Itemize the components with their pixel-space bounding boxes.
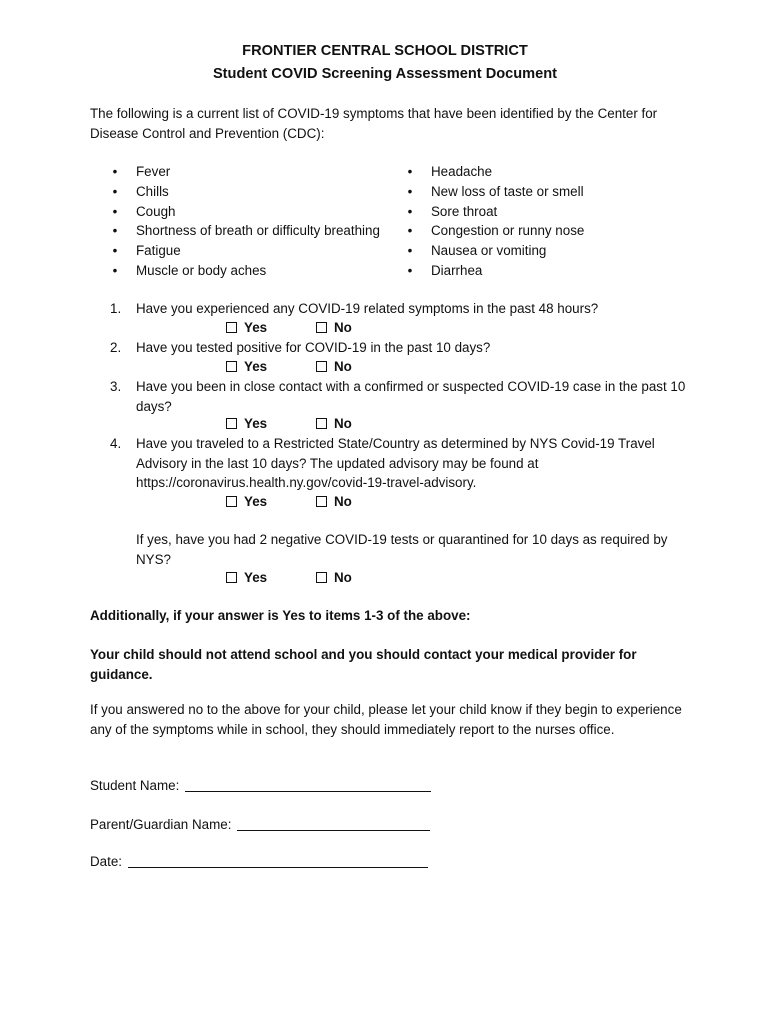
- question-text: Have you tested positive for COVID-19 in the past 10 days?: [136, 340, 491, 355]
- question-3-options: [226, 414, 352, 434]
- bullet-icon: •: [407, 183, 413, 199]
- checkbox-icon[interactable]: [226, 496, 237, 507]
- no-option[interactable]: [316, 568, 352, 588]
- checkbox-icon[interactable]: [226, 322, 237, 333]
- warning-text: Your child should not attend school and you should contact your medical provider for guidance.: [90, 647, 637, 682]
- symptom-label: Sore throat: [431, 203, 498, 219]
- parent-name-field: [90, 815, 430, 835]
- parent-name-input[interactable]: [237, 816, 430, 831]
- no-option[interactable]: [316, 492, 352, 512]
- question-4-options: [226, 492, 352, 512]
- question-2: [110, 338, 700, 358]
- followup-question: If yes, have you had 2 negative COVID-19 tests or quarantined for 10 days as required by NYS?: [136, 532, 668, 567]
- district-name: FRONTIER CENTRAL SCHOOL DISTRICT: [242, 43, 528, 59]
- checkbox-icon[interactable]: [316, 322, 327, 333]
- additional-heading: Additionally, if your answer is Yes to items 1-3 of the above:: [90, 608, 471, 623]
- checkbox-icon[interactable]: [226, 361, 237, 372]
- symptom-item: [405, 202, 685, 222]
- student-name-label: Student Name:: [90, 778, 180, 793]
- question-number: 3.: [110, 379, 122, 394]
- symptom-item: [110, 221, 400, 241]
- question-1: [110, 299, 700, 319]
- no-label: No: [334, 359, 352, 374]
- symptom-item: [110, 261, 400, 281]
- symptoms-list-left: [110, 162, 400, 281]
- yes-option[interactable]: [226, 568, 316, 588]
- yes-option[interactable]: [226, 318, 316, 338]
- checkbox-icon[interactable]: [316, 418, 327, 429]
- question-1-options: [226, 318, 352, 338]
- symptom-label: Diarrhea: [431, 262, 483, 278]
- yes-label: Yes: [244, 320, 268, 335]
- symptom-label: Cough: [136, 203, 176, 219]
- question-number: 4.: [110, 436, 122, 451]
- bullet-icon: •: [112, 164, 118, 179]
- bullet-icon: •: [112, 262, 118, 278]
- question-4: [110, 434, 700, 493]
- symptom-label: Congestion or runny nose: [431, 223, 585, 239]
- followup-options: [226, 568, 352, 588]
- bullet-icon: •: [407, 203, 413, 219]
- yes-option[interactable]: [226, 414, 316, 434]
- no-option[interactable]: [316, 414, 352, 434]
- symptom-item: [405, 221, 685, 241]
- checkbox-icon[interactable]: [226, 418, 237, 429]
- symptom-item: [110, 162, 400, 182]
- parent-name-label: Parent/Guardian Name:: [90, 817, 232, 832]
- yes-label: Yes: [244, 416, 268, 431]
- symptom-item: [110, 241, 400, 261]
- no-label: No: [334, 570, 352, 585]
- yes-label: Yes: [244, 359, 268, 374]
- question-text: Have you experienced any COVID-19 related symptoms in the past 48 hours?: [136, 301, 599, 316]
- symptom-label: Shortness of breath or difficulty breathing: [136, 223, 380, 239]
- bullet-icon: •: [112, 183, 118, 199]
- no-label: No: [334, 494, 352, 509]
- symptom-item: [405, 182, 685, 202]
- bullet-icon: •: [407, 243, 413, 259]
- intro-text: The following is a current list of COVID-19 symptoms that have been identified by the Center for Disease Control and Prevention (CDC):: [90, 106, 658, 141]
- symptom-label: New loss of taste or smell: [431, 183, 584, 199]
- question-2-options: [226, 357, 352, 377]
- yes-label: Yes: [244, 494, 268, 509]
- no-option[interactable]: [316, 357, 352, 377]
- checkbox-icon[interactable]: [316, 361, 327, 372]
- no-option[interactable]: [316, 318, 352, 338]
- question-text: Have you been in close contact with a confirmed or suspected COVID-19 case in the past 10 days?: [136, 379, 686, 414]
- question-number: 1.: [110, 301, 122, 316]
- question-text: Have you traveled to a Restricted State/Country as determined by NYS Covid-19 Travel Advisory in the last 10 days? The updated advisory may be found at https://coronavirus.health.ny.gov/covid-19-travel-advisory.: [136, 436, 655, 490]
- symptom-item: [405, 241, 685, 261]
- bullet-icon: •: [112, 203, 118, 219]
- bullet-icon: •: [407, 262, 413, 278]
- symptom-item: [110, 182, 400, 202]
- date-field: [90, 852, 428, 872]
- symptom-item: [110, 202, 400, 222]
- document-title: Student COVID Screening Assessment Document: [212, 66, 558, 82]
- date-label: Date:: [90, 854, 123, 869]
- bullet-icon: •: [407, 164, 413, 179]
- checkbox-icon[interactable]: [316, 572, 327, 583]
- student-name-input[interactable]: [185, 777, 431, 792]
- question-3: [110, 377, 700, 416]
- symptom-label: Muscle or body aches: [136, 262, 267, 278]
- yes-option[interactable]: [226, 492, 316, 512]
- symptoms-list-right: [405, 162, 685, 281]
- bullet-icon: •: [112, 243, 118, 259]
- symptom-label: Headache: [431, 164, 493, 179]
- question-number: 2.: [110, 340, 122, 355]
- symptom-label: Fatigue: [136, 243, 181, 259]
- checkbox-icon[interactable]: [316, 496, 327, 507]
- checkbox-icon[interactable]: [226, 572, 237, 583]
- symptom-label: Nausea or vomiting: [431, 243, 547, 259]
- yes-label: Yes: [244, 570, 268, 585]
- symptom-item: [405, 261, 685, 281]
- no-label: No: [334, 320, 352, 335]
- symptom-label: Chills: [136, 183, 169, 199]
- date-input[interactable]: [128, 853, 428, 868]
- symptom-label: Fever: [136, 164, 171, 179]
- symptom-item: [405, 162, 685, 182]
- bullet-icon: •: [407, 223, 413, 239]
- note-text: If you answered no to the above for your child, please let your child know if they begin to experience any of the symptoms while in school, they should immediately report to the nurses office.: [90, 702, 682, 737]
- no-label: No: [334, 416, 352, 431]
- bullet-icon: •: [112, 223, 118, 239]
- yes-option[interactable]: [226, 357, 316, 377]
- student-name-field: [90, 776, 431, 796]
